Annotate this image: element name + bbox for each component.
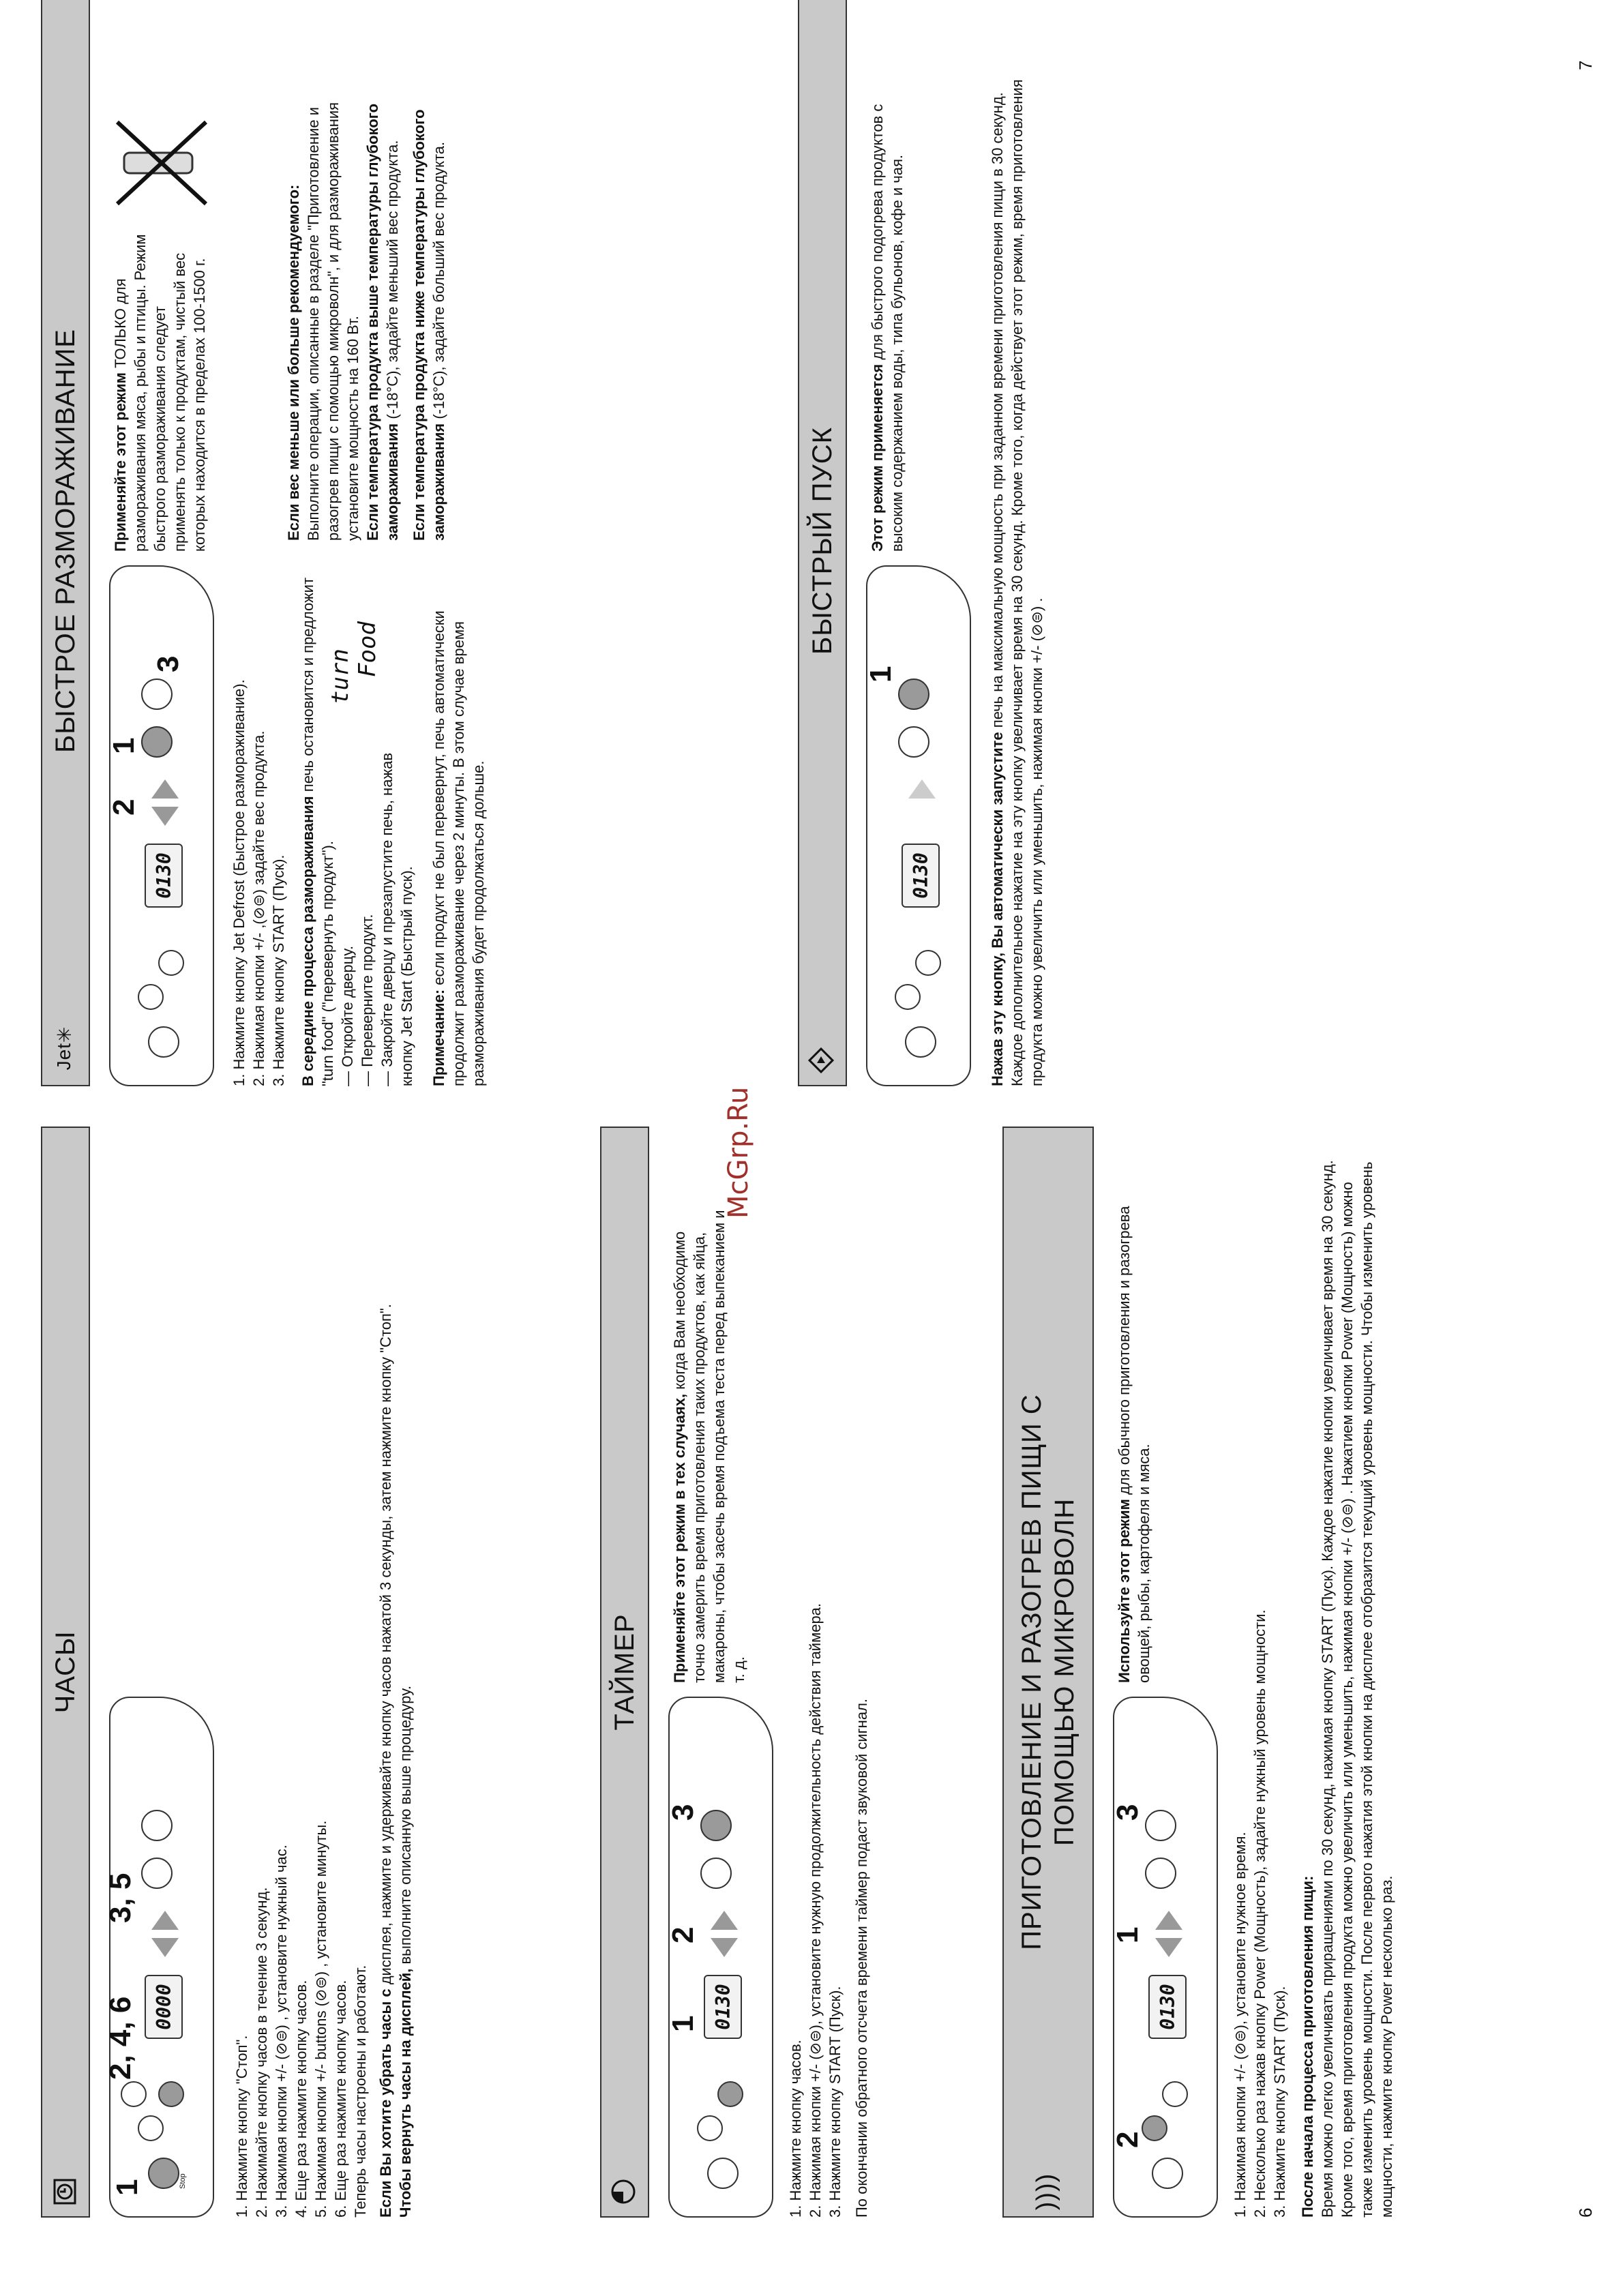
- defrost-mid: [298, 568, 338, 1086]
- quick-side: [867, 74, 971, 552]
- stop-button[interactable]: [148, 1026, 179, 1058]
- micro-header: [1002, 1127, 1094, 2218]
- quick-body-space: [989, 949, 1006, 953]
- clock-steps: [232, 1154, 351, 2218]
- w3: [409, 50, 449, 541]
- plus-button[interactable]: [1155, 1911, 1182, 1930]
- power-button[interactable]: [138, 984, 164, 1010]
- plus-button[interactable]: [151, 1911, 179, 1930]
- micro-row: [1094, 1127, 1218, 2218]
- steam-button[interactable]: [158, 2081, 184, 2107]
- micro-step: 2. Несколько раз нажав кнопку Power (Мощность), задайте нужный уровень мощности.: [1251, 1609, 1268, 2218]
- defrost-step: 3. Нажмите кнопку START (Пуск).: [270, 854, 287, 1086]
- jet-defrost-button[interactable]: [898, 726, 929, 758]
- control-panel: [668, 1697, 773, 2218]
- power-button[interactable]: [138, 2115, 164, 2141]
- clock-step: 2. Нажимайте кнопку часов в течение 3 секунд.: [253, 1887, 270, 2218]
- control-panel: [109, 565, 214, 1086]
- steam-button[interactable]: [717, 2081, 743, 2107]
- clock-step: 1. Нажмите кнопку "Стоп".: [233, 2035, 250, 2218]
- quick-body-text: печь на максимальную мощность при заданном времени приготовления пищи в 30 секунд. Каждое дополнительное нажатие на эту кнопку увеличивает время на 30 секунд. Кроме того, когда действует этот режим, время приготовления продукта можно увеличить или уменьшить, нажимая кнопки +/- (⊘⊜) .: [989, 79, 1045, 1086]
- power-button[interactable]: [697, 2115, 723, 2141]
- clock-remove-bold: Если Вы хотите убрать часы с: [377, 1988, 394, 2218]
- micro-step: 1. Нажимая кнопки +/- (⊘⊜), установите нужное время.: [1232, 1832, 1249, 2218]
- clock-step: 3. Нажимая кнопки +/- (⊘⊜) , установите нужный час.: [273, 1845, 290, 2218]
- quick-section: [798, 0, 1047, 1086]
- steam-button[interactable]: [1162, 2081, 1188, 2107]
- callout-3-5: 3, 5: [104, 1873, 137, 1923]
- defrost-dash-block: [327, 568, 417, 1086]
- jet-defrost-button[interactable]: [141, 726, 173, 758]
- jet-defrost-button[interactable]: [700, 1858, 732, 1889]
- w1-text: Выполните операции, описанные в разделе "Приготовление и разогрев пищи с помощью микроволн", и для размораживания установите мощность на 160 Вт.: [305, 102, 361, 541]
- clock-header: [41, 1127, 90, 2218]
- page-number-6: 6: [1575, 2207, 1596, 2218]
- jet-start-button[interactable]: [700, 1810, 732, 1841]
- stop-label: Stop: [179, 2173, 187, 2189]
- stop-button[interactable]: [707, 2158, 739, 2189]
- clock-restore: [396, 1154, 415, 2218]
- callout-1: 1: [666, 2015, 700, 2032]
- clock-step: 4. Еще раз нажмите кнопку часов.: [293, 1980, 310, 2218]
- minus-button[interactable]: [151, 807, 179, 826]
- callout-1: 1: [107, 737, 140, 754]
- timer-section: [600, 1127, 872, 2218]
- defrost-left-column: [229, 568, 488, 1086]
- micro-text: [1230, 1154, 1397, 2218]
- page-number-7: 7: [1575, 60, 1596, 70]
- micro-side: [1114, 1206, 1218, 1683]
- minus-button[interactable]: [711, 1938, 738, 1957]
- defrost-note-bold: Примечание:: [430, 989, 447, 1086]
- timer-header: [600, 1127, 649, 2218]
- quick-header: [798, 0, 847, 1086]
- defrost-side-bold: Применяйте этот режим: [112, 372, 129, 552]
- timer-step: 3. Нажмите кнопку START (Пуск).: [827, 1986, 844, 2218]
- defrost-right-column: [229, 50, 488, 541]
- stop-button[interactable]: [1152, 2158, 1183, 2189]
- defrost-header: [41, 0, 90, 1086]
- clock-panel-wrap: [104, 1699, 214, 2218]
- no-thermometer-icon: [110, 115, 213, 211]
- quick-row: [847, 0, 971, 1086]
- plus-button[interactable]: [908, 779, 936, 799]
- control-panel: [1113, 1697, 1218, 2218]
- defrost-section: [41, 0, 488, 1086]
- callout-2-4-6: 2, 4, 6: [104, 1996, 137, 2080]
- microwave-waves-icon: )))): [1032, 2173, 1060, 2211]
- w3-bold: Если температура продукта ниже температуры глубокого замораживания: [411, 109, 447, 541]
- lcd-display: 0130: [145, 844, 183, 908]
- lcd-display: 0130: [1148, 1975, 1187, 2039]
- clock-after: Теперь часы настроены и работают.: [352, 1965, 369, 2218]
- quick-start-diamond-icon: [806, 1045, 836, 1075]
- micro-after-heading: После начала процесса приготовления пищи:: [1299, 1875, 1316, 2218]
- callout-1: 1: [864, 666, 897, 683]
- timer-title: ТАЙМЕР: [609, 1613, 640, 1731]
- quick-side-text: для быстрого подогрева продуктов с высоким содержанием воды, типа бульонов, кофе и чая.: [869, 104, 906, 552]
- lcd-food: Food: [354, 621, 381, 677]
- w2-text: (-18°С), задайте меньший вес продукта.: [384, 140, 401, 423]
- timer-step: 1. Нажмите кнопку часов.: [787, 2040, 804, 2218]
- steam-button[interactable]: [915, 950, 941, 976]
- w1-bold: Если вес меньше или больше рекомендуемого:: [285, 184, 302, 541]
- defrost-side-text: ТОЛЬКО для размораживания мяса, рыбы и птицы. Режим быстрого размораживания следует применять только к продуктам, чистый вес которых находится в пределах 100-1500 г.: [112, 234, 208, 552]
- stop-button[interactable]: [905, 1026, 936, 1058]
- control-panel: [104, 1697, 214, 2218]
- lcd-display: 0130: [902, 844, 940, 908]
- timer-after: По окончании обратного отсчета времени таймер подаст звуковой сигнал.: [853, 1698, 870, 2218]
- quick-side-bold: Этот режим применяется: [869, 363, 886, 552]
- jet-snowflake-icon: Jet ✳: [53, 1026, 75, 1071]
- micro-step: 3. Нажмите кнопку START (Пуск).: [1271, 1986, 1288, 2218]
- micro-section: [1002, 1127, 1397, 2218]
- defrost-dash: — Откройте дверцу.: [339, 945, 356, 1086]
- timer-step: 2. Нажимая кнопки +/- (⊘⊜), установите нужную продолжительность действия таймера.: [807, 1602, 824, 2218]
- micro-title: ПРИГОТОВЛЕНИЕ И РАЗОГРЕВ ПИЩИ С ПОМОЩЬЮ МИКРОВОЛН: [1017, 1394, 1079, 1950]
- quick-body-bold1: Нажав эту кнопку,: [989, 952, 1006, 1086]
- w2: [363, 50, 402, 541]
- defrost-step: 2. Нажимая кнопки +/- ,(⊘⊜) задайте вес продукта.: [250, 730, 267, 1086]
- defrost-dash: — Переверните продукт.: [359, 914, 376, 1086]
- defrost-side-block: [110, 74, 214, 552]
- micro-steps: [1230, 1154, 1290, 2218]
- timer-side-text: когда Вам необходимо точно замерить время приготовления таких продуктов, как яйца, макароны, чтобы засечь время подъема теста перед выпеканием и т. д.: [671, 1210, 747, 1683]
- plus-button[interactable]: [711, 1911, 738, 1930]
- clock-title: ЧАСЫ: [50, 1630, 80, 1714]
- lcd-display: 0130: [704, 1975, 742, 2039]
- jet-defrost-button[interactable]: [141, 1858, 173, 1889]
- stop-button[interactable]: [148, 2158, 179, 2189]
- defrost-columns: [229, 0, 488, 1086]
- callout-2: 2: [1111, 2131, 1144, 2148]
- quick-title: БЫСТРЫЙ ПУСК: [807, 427, 837, 655]
- callout-2: 2: [107, 799, 140, 816]
- control-panel: [866, 565, 971, 1086]
- quick-body-bold2: Вы автоматически запустите: [989, 732, 1006, 949]
- defrost-note-text: если продукт не был перевернут, печь автоматически продолжит размораживание через 2 минуты. В этом случае время размораживания будет продолжаться дольше.: [430, 610, 487, 1086]
- clock-remove-text: дисплея, нажмите и удерживайте кнопку часов нажатой 3 секунды, затем нажмите кнопку "Стоп".: [377, 1304, 394, 1989]
- quick-body: [987, 63, 1047, 1086]
- clock-step: 5. Нажимая кнопки +/- buttons (⊘⊜) , установите минуты.: [312, 1820, 329, 2218]
- minus-button[interactable]: [151, 1938, 179, 1957]
- defrost-mid-bold: В середине процесса размораживания: [299, 796, 316, 1086]
- timer-text: [786, 1127, 872, 2218]
- defrost-mid-text: печь остановится и предложит "turn food" ("перевернуть продукт").: [299, 577, 336, 1086]
- jet-start-button[interactable]: [141, 679, 173, 710]
- steam-button[interactable]: [158, 950, 184, 976]
- defrost-side: [110, 231, 209, 552]
- defrost-steps: [229, 568, 288, 1086]
- timer-side-bold: Применяйте этот режим в тех случаях,: [671, 1393, 688, 1683]
- callout-2: 2: [666, 1926, 700, 1943]
- micro-side-bold: Используйте этот режим: [1116, 1499, 1133, 1683]
- minus-button[interactable]: [908, 807, 936, 826]
- minus-button[interactable]: [1155, 1938, 1182, 1957]
- jet-label: Jet: [53, 1043, 74, 1071]
- defrost-step: 1. Нажмите кнопку Jet Defrost (Быстрое размораживание).: [230, 679, 248, 1086]
- micro-side-text: для обычного приготовления и разогрева овощей, рыбы, картофеля и мяса.: [1116, 1206, 1152, 1683]
- clock-step: 6. Еще раз нажмите кнопку часов.: [332, 1980, 349, 2218]
- plus-button[interactable]: [151, 779, 179, 799]
- callout-3: 3: [666, 1804, 700, 1821]
- jet-start-button[interactable]: [898, 679, 929, 710]
- jet-start-button[interactable]: [141, 1810, 173, 1841]
- callout-3: 3: [151, 655, 185, 672]
- power-button[interactable]: [895, 984, 921, 1010]
- callout-1: 1: [110, 2179, 144, 2196]
- page-6: [0, 1148, 1623, 2296]
- lcd-display: 0000: [145, 1975, 183, 2039]
- timer-row: [649, 1127, 773, 2218]
- power-button[interactable]: [1142, 2115, 1167, 2141]
- timer-icon: [608, 2177, 638, 2207]
- clock-icon: [49, 2177, 79, 2207]
- timer-steps: [786, 1127, 845, 2218]
- clock-remove: [376, 1154, 396, 2218]
- watermark: McGrp.Ru: [723, 1086, 754, 1219]
- jet-start-button[interactable]: [1145, 1810, 1176, 1841]
- callout-3: 3: [1111, 1804, 1144, 1821]
- lcd-turn: turn: [327, 648, 354, 704]
- w2-bold: Если температура продукта выше температуры глубокого замораживания: [364, 103, 401, 541]
- clock-restore-bold: Чтобы вернуть часы на дисплей,: [397, 1968, 414, 2218]
- defrost-title: БЫСТРОЕ РАЗМОРАЖИВАНИЕ: [50, 329, 80, 753]
- memory-button[interactable]: [121, 2081, 147, 2107]
- clock-restore-text: выполните описанную выше процедуру.: [397, 1685, 414, 1969]
- clock-section: [41, 1127, 415, 2218]
- w3-text: (-18°С), задайте больший вес продукта.: [430, 141, 447, 423]
- callout-1: 1: [1111, 1926, 1144, 1943]
- timer-side: [670, 1206, 773, 1683]
- defrost-row: [90, 0, 214, 1086]
- defrost-dash: — Закройте дверцу и презапустите печь, нажав кнопку Jet Start (Быстрый пуск).: [378, 752, 415, 1086]
- defrost-note: [429, 568, 488, 1086]
- jet-defrost-button[interactable]: [1145, 1858, 1176, 1889]
- clock-text: [232, 1154, 415, 2218]
- micro-after-text: Время можно легко увеличивать приращениями по 30 секунд, нажимая кнопку START (Пуск). Каждое нажатие кнопки увеличивает время на 30 секунд. Кроме того, время приготовления продукта можно увеличить или уменьшить, нажимая кнопки +/- (⊘⊜) . Нажатием кнопки Power (Мощность) можно также изменить уровень мощности. После первого нажатия этой кнопки на дисплее отобразится текущий уровень мощности. Чтобы изменить уровень мощности, нажмите кнопку Power несколько раз.: [1319, 1160, 1395, 2218]
